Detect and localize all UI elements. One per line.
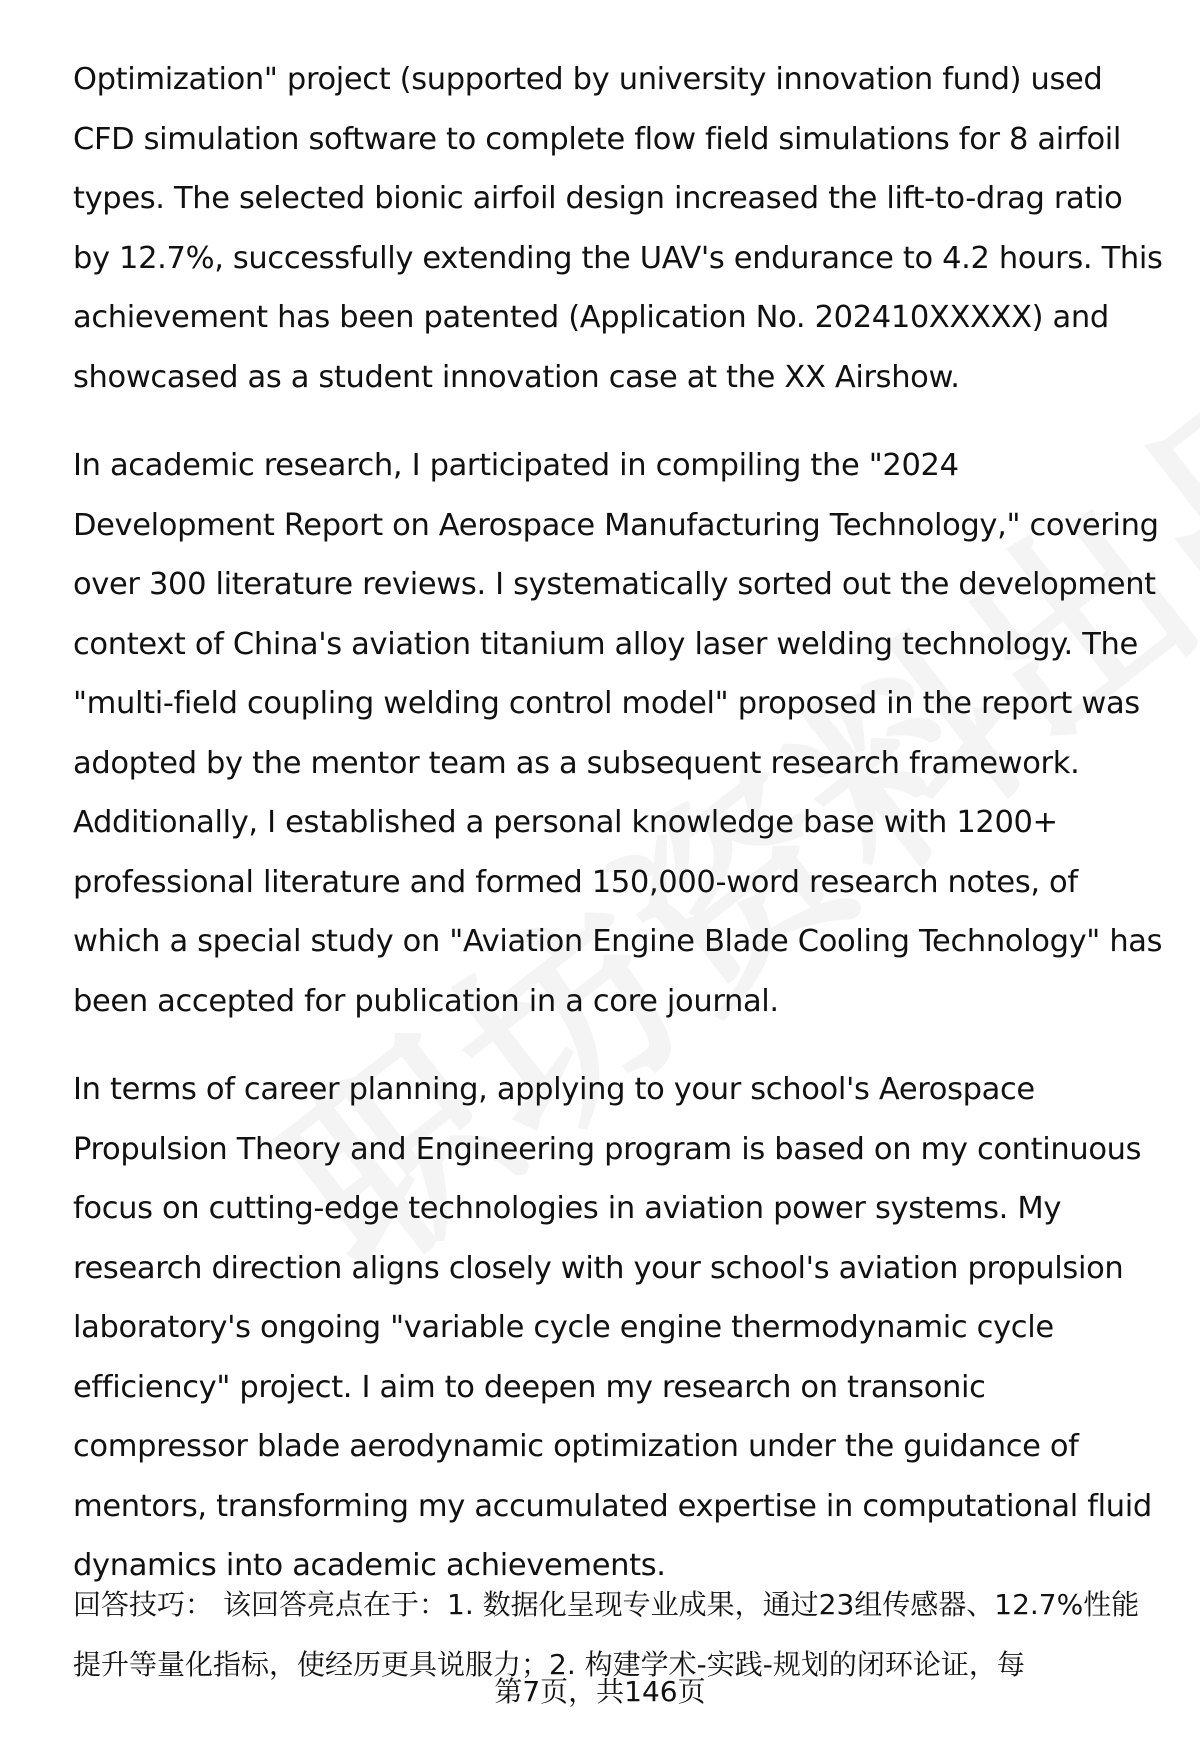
page-number: 第7页，共146页 [494,1675,706,1708]
paragraph-project: Optimization" project (supported by university innovation fund) used CFD simulation software to complete flow field simulations for 8 airfoil types. The selected bionic airfoil design increased the lift-to-drag ratio by 12.7%, successfully extending the UAV's endurance to 4.2 hours. This achievement has been patented (Application No. 202410XXXXX) and showcased as a student innovation case at the XX Airshow. [73,62,1163,395]
paragraph-career-planning: In terms of career planning, applying to your school's Aerospace Propulsion Theory and Engineering program is based on my continuous focus on cutting-edge technologies in aviation power systems. My research direction aligns closely with your school's aviation propulsion laboratory's ongoing "variable cycle engine thermodynamic cycle efficiency" project. I aim to deepen my research on transonic compressor blade aerodynamic optimization under the guidance of mentors, transforming my accumulated expertise in computational fluid dynamics into academic achievements. [73,1072,1152,1583]
answer-tip-label: 回答技巧： [73,1588,214,1621]
answer-tip-text: 该回答亮点在于：1. 数据化呈现专业成果，通过23组传感器、12.7%性能提升等量化指标，使经历更具说服力；2. 构建学术-实践-规划的闭环论证，每 [73,1588,1140,1681]
body-text [73,50,1163,1596]
paragraph-academic-research: In academic research, I participated in compiling the "2024 Development Report on Aerospace Manufacturing Technology," covering over 300 literature reviews. I systematically sorted out the development context of China's aviation titanium alloy laser welding technology. The "multi-field coupling welding control model" proposed in the report was adopted by the mentor team as a subsequent research framework. Additionally, I established a personal knowledge base with 1200+ professional literature and formed 150,000-word research notes, of which a special study on "Aviation Engine Blade Cooling Technology" has been accepted for publication in a core journal. [73,448,1163,1019]
